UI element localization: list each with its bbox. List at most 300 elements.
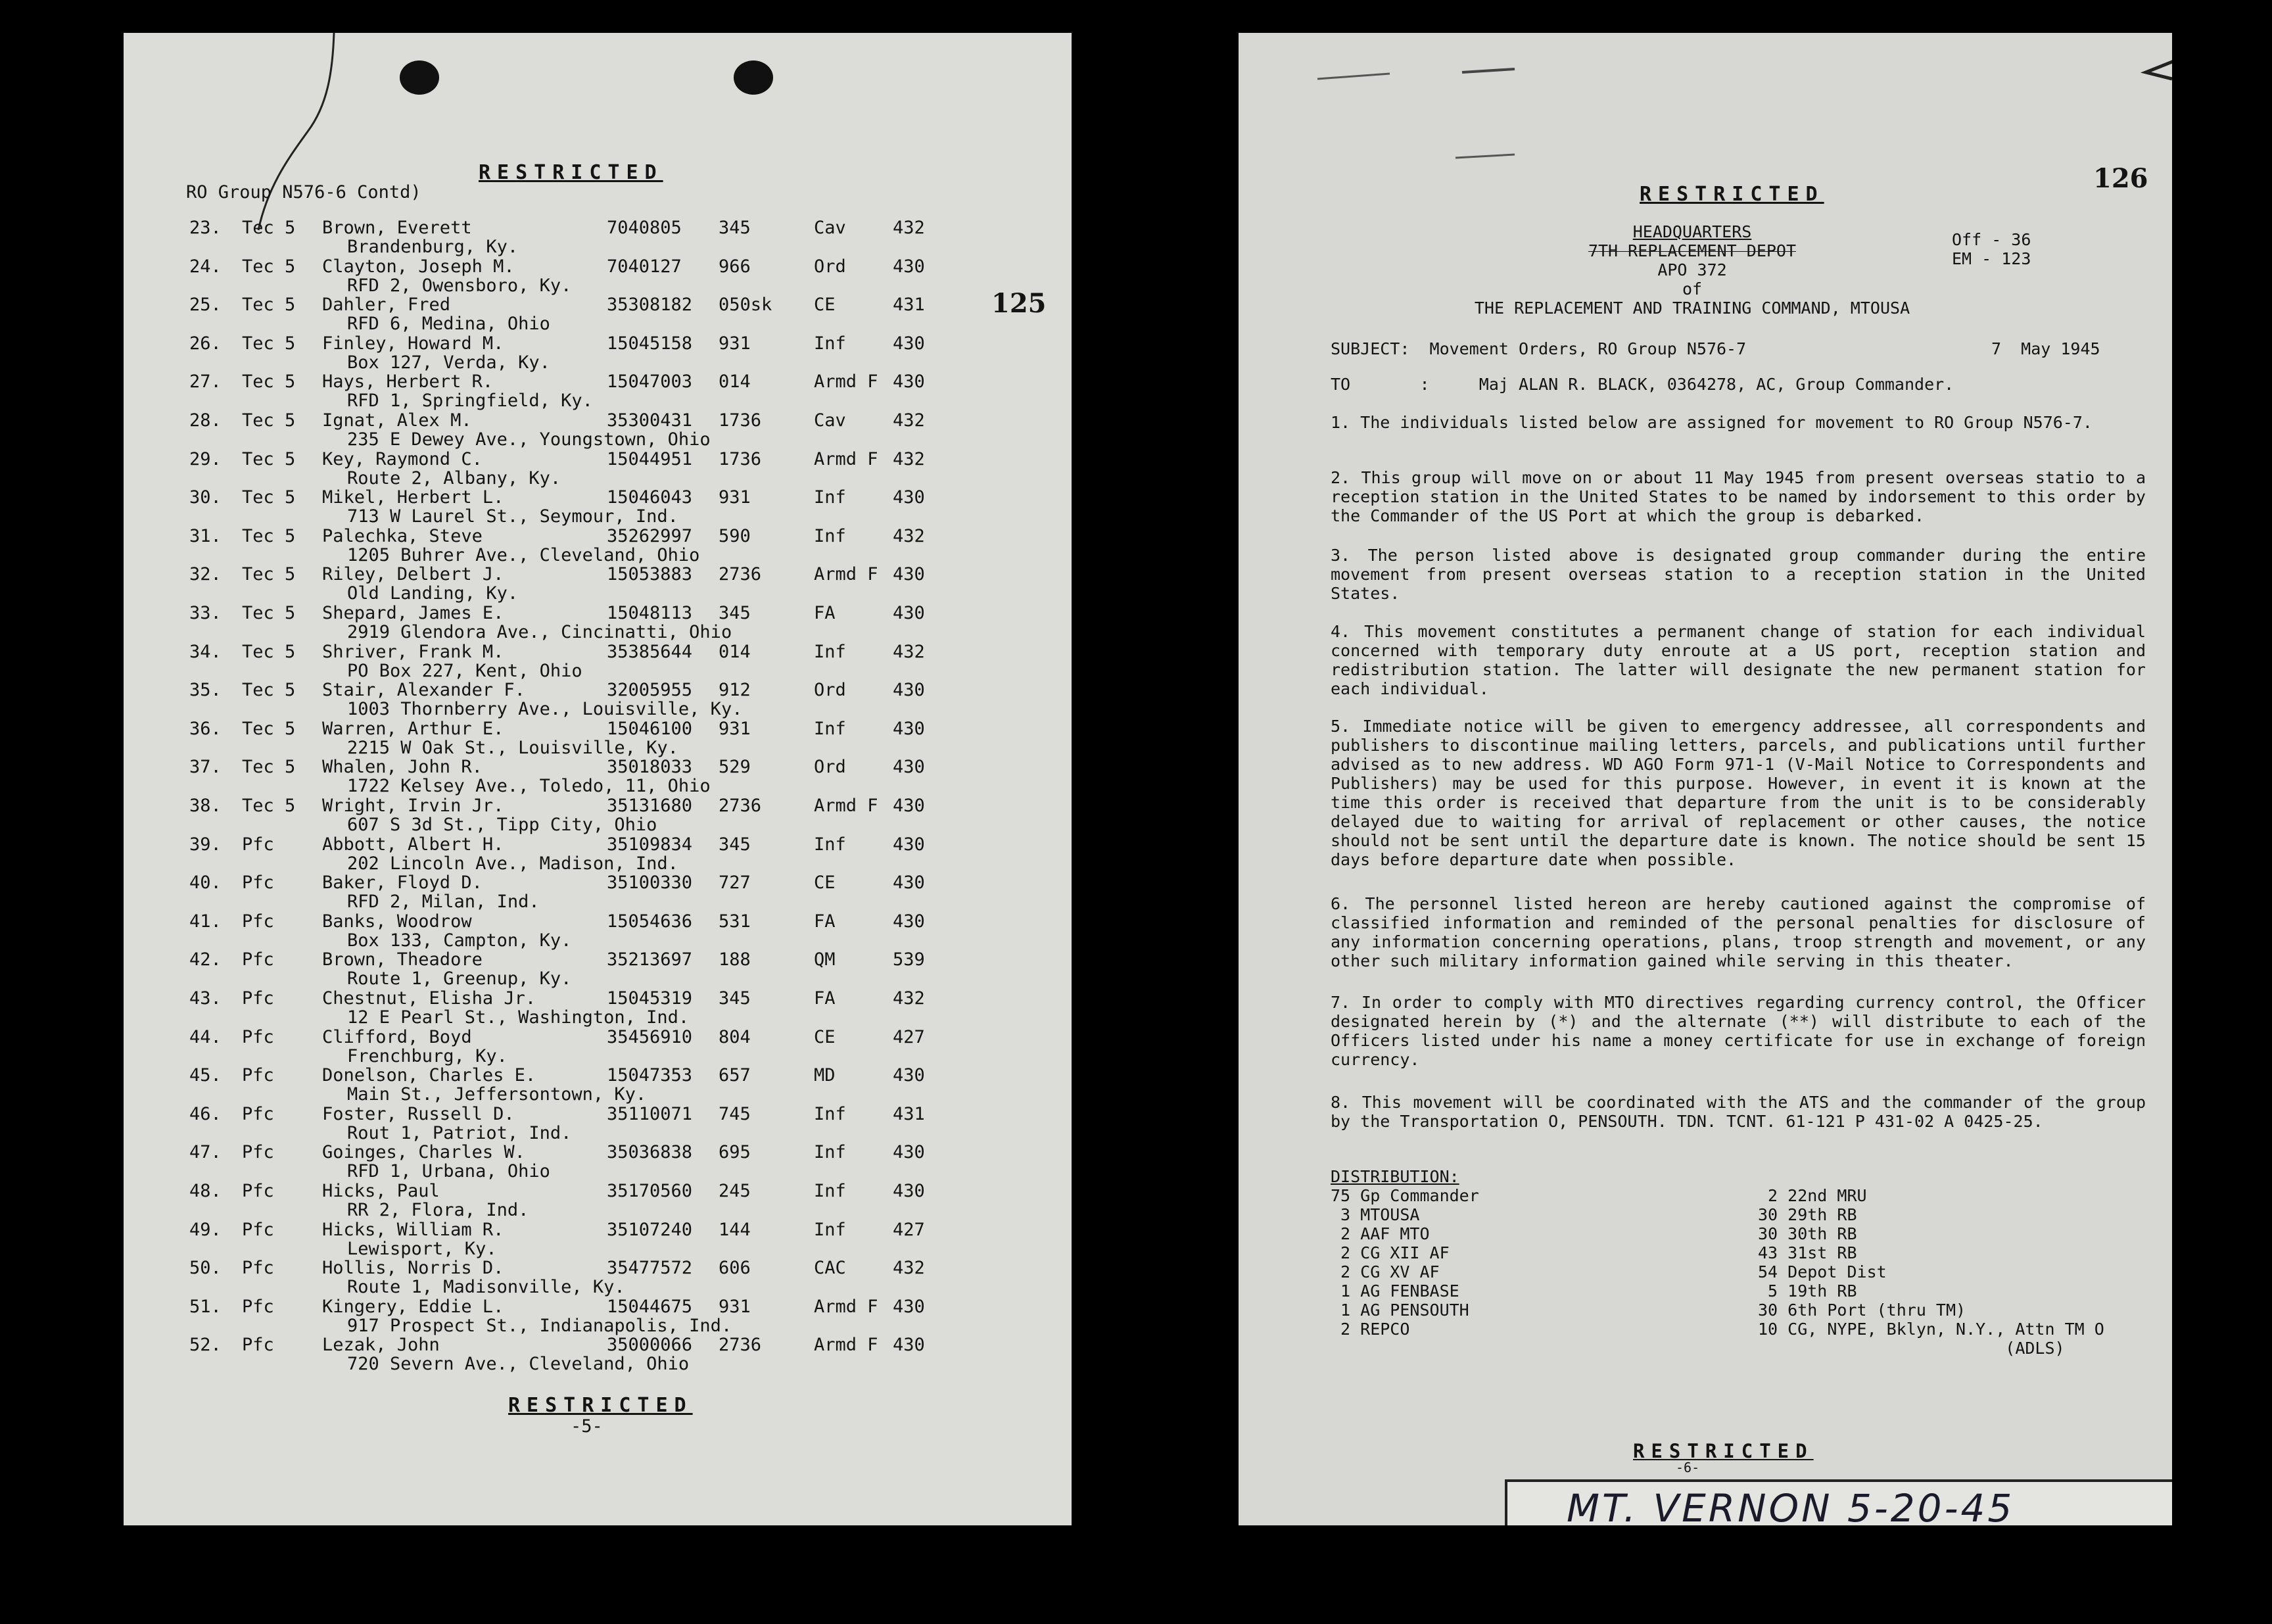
distribution-item: 10 CG, NYPE, Bklyn, N.Y., Attn TM O bbox=[1758, 1320, 2104, 1339]
distribution-item: 1 AG PENSOUTH bbox=[1331, 1301, 1469, 1320]
entry-rank: Pfc bbox=[242, 1335, 274, 1356]
entry-rank: Pfc bbox=[242, 949, 274, 970]
entry-number: 44. bbox=[189, 1026, 222, 1047]
entry-address: RFD 2, Milan, Ind. bbox=[347, 892, 540, 913]
entry-number: 47. bbox=[189, 1142, 222, 1163]
distribution-item: 2 REPCO bbox=[1331, 1320, 1410, 1339]
entry-serial: 15044675 bbox=[607, 1296, 693, 1317]
distribution-item: 5 19th RB bbox=[1758, 1281, 1857, 1301]
pen-scribble bbox=[255, 33, 347, 243]
entry-address: RR 2, Flora, Ind. bbox=[347, 1200, 529, 1220]
entry-name: Dahler, Fred bbox=[322, 295, 451, 316]
entry-mos: 345 bbox=[719, 218, 751, 238]
distribution-list-left bbox=[1331, 1186, 1479, 1339]
entry-number: 42. bbox=[189, 949, 222, 970]
entry-number: 27. bbox=[189, 371, 222, 393]
hq-line-3: APO 372 bbox=[1657, 260, 1727, 279]
entry-address: 713 W Laurel St., Seymour, Ind. bbox=[347, 506, 678, 527]
entry-mos: 345 bbox=[719, 603, 751, 623]
entry-number: 24. bbox=[189, 256, 222, 277]
entry-address: 12 E Pearl St., Washington, Ind. bbox=[347, 1007, 690, 1028]
handwritten-stamp-text: MT. VERNON 5-20-45 bbox=[1567, 1486, 2015, 1525]
roster-row bbox=[124, 1182, 1072, 1220]
entry-rank: Pfc bbox=[242, 872, 274, 894]
entry-mos: 931 bbox=[719, 718, 751, 739]
entry-number: 50. bbox=[189, 1258, 222, 1279]
entry-serial: 15046100 bbox=[607, 718, 693, 739]
entry-serial: 35109834 bbox=[607, 834, 693, 855]
entry-mos: 2736 bbox=[719, 564, 762, 585]
entry-number: 33. bbox=[189, 603, 222, 623]
entry-arm: Inf bbox=[814, 487, 846, 508]
entry-arm: CE bbox=[814, 872, 836, 894]
entry-code: 432 bbox=[893, 525, 925, 546]
paragraph-4: 4. This movement constitutes a permanent change of station for each individual concerned with temporary duty enroute at a US port, reception station and redistribution station. The latter will designate the new permanent station for each individual. bbox=[1331, 622, 2146, 698]
entry-rank: Pfc bbox=[242, 1103, 274, 1124]
entry-serial: 35170560 bbox=[607, 1181, 693, 1201]
footer-page-number: -5- bbox=[571, 1416, 603, 1437]
entry-code: 430 bbox=[893, 371, 925, 393]
entry-name: Hollis, Norris D. bbox=[322, 1258, 504, 1279]
entry-code: 430 bbox=[893, 757, 925, 778]
entry-arm: Ord bbox=[814, 757, 846, 778]
roster-row bbox=[124, 1335, 1072, 1373]
entry-address: RFD 1, Springfield, Ky. bbox=[347, 391, 593, 412]
entry-arm: CE bbox=[814, 295, 836, 316]
entry-serial: 15044951 bbox=[607, 448, 693, 469]
entry-code: 430 bbox=[893, 834, 925, 855]
officer-count: Off - 36 bbox=[1952, 230, 2031, 249]
roster-row bbox=[124, 642, 1072, 681]
paragraph-1: 1. The individuals listed below are assigned for movement to RO Group N576-7. bbox=[1331, 413, 2093, 432]
entry-rank: Tec 5 bbox=[242, 525, 296, 546]
roster-row bbox=[124, 835, 1072, 873]
entry-number: 52. bbox=[189, 1335, 222, 1356]
entry-name: Abbott, Albert H. bbox=[322, 834, 504, 855]
entry-mos: 804 bbox=[719, 1026, 751, 1047]
entry-rank: Pfc bbox=[242, 1142, 274, 1163]
entry-rank: Pfc bbox=[242, 988, 274, 1009]
entry-arm: FA bbox=[814, 988, 836, 1009]
orders-page-right bbox=[1239, 33, 2172, 1525]
entry-serial: 35000066 bbox=[607, 1335, 693, 1356]
distribution-item: 43 31st RB bbox=[1758, 1243, 1857, 1262]
roster-row bbox=[124, 1066, 1072, 1104]
entry-mos: 345 bbox=[719, 834, 751, 855]
entry-mos: 590 bbox=[719, 525, 751, 546]
entry-address: Lewisport, Ky. bbox=[347, 1238, 497, 1259]
distribution-item: 2 22nd MRU bbox=[1758, 1186, 1867, 1205]
entry-number: 32. bbox=[189, 564, 222, 585]
entry-arm: Inf bbox=[814, 834, 846, 855]
entry-code: 430 bbox=[893, 796, 925, 816]
entry-rank: Tec 5 bbox=[242, 796, 296, 816]
entry-address: 2215 W Oak St., Louisville, Ky. bbox=[347, 737, 678, 758]
group-header: RO Group N576-6 Contd) bbox=[186, 182, 421, 203]
entry-arm: CAC bbox=[814, 1258, 846, 1279]
entry-rank: Pfc bbox=[242, 1065, 274, 1086]
entry-mos: 2736 bbox=[719, 796, 762, 816]
entry-mos: 014 bbox=[719, 371, 751, 393]
entry-number: 45. bbox=[189, 1065, 222, 1086]
headquarters-block bbox=[1462, 222, 1922, 318]
distribution-item: 2 CG XV AF bbox=[1331, 1262, 1440, 1281]
entry-code: 432 bbox=[893, 448, 925, 469]
entry-serial: 35036838 bbox=[607, 1142, 693, 1163]
entry-name: Warren, Arthur E. bbox=[322, 718, 504, 739]
receipt-stamp-box bbox=[1505, 1479, 2172, 1525]
roster-row bbox=[124, 1143, 1072, 1181]
entry-code: 430 bbox=[893, 1296, 925, 1317]
entry-name: Baker, Floyd D. bbox=[322, 872, 483, 894]
entry-address: RFD 6, Medina, Ohio bbox=[347, 314, 550, 335]
entry-address: 1205 Buhrer Ave., Cleveland, Ohio bbox=[347, 544, 700, 565]
entry-number: 31. bbox=[189, 525, 222, 546]
footer-restricted: RESTRICTED bbox=[1633, 1440, 1814, 1462]
entry-name: Donelson, Charles E. bbox=[322, 1065, 536, 1086]
entry-mos: 345 bbox=[719, 988, 751, 1009]
entry-number: 26. bbox=[189, 333, 222, 354]
entry-arm: FA bbox=[814, 603, 836, 623]
entry-mos: 695 bbox=[719, 1142, 751, 1163]
entry-number: 28. bbox=[189, 410, 222, 431]
roster-row bbox=[124, 681, 1072, 719]
entry-mos: 606 bbox=[719, 1258, 751, 1279]
entry-address: Rout 1, Patriot, Ind. bbox=[347, 1122, 572, 1143]
entry-arm: Ord bbox=[814, 680, 846, 701]
entry-name: Whalen, John R. bbox=[322, 757, 483, 778]
entry-name: Key, Raymond C. bbox=[322, 448, 483, 469]
distribution-item: 2 CG XII AF bbox=[1331, 1243, 1450, 1262]
entry-code: 431 bbox=[893, 1103, 925, 1124]
entry-mos: 531 bbox=[719, 911, 751, 932]
paragraph-7: 7. In order to comply with MTO directives regarding currency control, the Officer designated herein by (*) and the alternate (**) will distribute to each of the Officers listed under his name a money certificate for use in exchange of foreign currency. bbox=[1331, 993, 2146, 1069]
entry-rank: Tec 5 bbox=[242, 448, 296, 469]
entry-address: Box 133, Campton, Ky. bbox=[347, 930, 572, 951]
entry-arm: Armd F bbox=[814, 796, 878, 816]
entry-serial: 15047353 bbox=[607, 1065, 693, 1086]
entry-arm: Inf bbox=[814, 641, 846, 662]
entry-mos: 188 bbox=[719, 949, 751, 970]
entry-address: Route 1, Madisonville, Ky. bbox=[347, 1277, 625, 1298]
entry-code: 430 bbox=[893, 333, 925, 354]
entry-code: 430 bbox=[893, 603, 925, 623]
entry-number: 29. bbox=[189, 448, 222, 469]
entry-arm: Armd F bbox=[814, 371, 878, 393]
entry-serial: 35213697 bbox=[607, 949, 693, 970]
entry-code: 432 bbox=[893, 641, 925, 662]
order-date: 7 May 1945 bbox=[1991, 339, 2100, 358]
entry-rank: Tec 5 bbox=[242, 680, 296, 701]
roster-row bbox=[124, 257, 1072, 295]
entry-code: 430 bbox=[893, 487, 925, 508]
entry-name: Hicks, William R. bbox=[322, 1219, 504, 1240]
restricted-heading: RESTRICTED bbox=[479, 161, 663, 184]
entry-arm: Inf bbox=[814, 333, 846, 354]
entry-number: 37. bbox=[189, 757, 222, 778]
entry-rank: Pfc bbox=[242, 1026, 274, 1047]
entry-arm: QM bbox=[814, 949, 836, 970]
entry-mos: 966 bbox=[719, 256, 751, 277]
entry-address: 917 Prospect St., Indianapolis, Ind. bbox=[347, 1315, 732, 1336]
entry-address: 720 Severn Ave., Cleveland, Ohio bbox=[347, 1354, 690, 1375]
distribution-item: 30 6th Port (thru TM) bbox=[1758, 1301, 1966, 1320]
roster-row bbox=[124, 218, 1072, 256]
entry-address: 2919 Glendora Ave., Cincinatti, Ohio bbox=[347, 622, 732, 642]
entry-mos: 1736 bbox=[719, 448, 762, 469]
entry-serial: 35300431 bbox=[607, 410, 693, 431]
entry-mos: 2736 bbox=[719, 1335, 762, 1356]
entry-code: 430 bbox=[893, 911, 925, 932]
entry-rank: Pfc bbox=[242, 1296, 274, 1317]
entry-rank: Tec 5 bbox=[242, 371, 296, 393]
entry-serial: 15053883 bbox=[607, 564, 693, 585]
subject-line: SUBJECT: Movement Orders, RO Group N576-7 bbox=[1331, 339, 1747, 358]
punch-hole bbox=[734, 60, 773, 95]
hq-line-4: of bbox=[1682, 279, 1703, 299]
entry-code: 430 bbox=[893, 872, 925, 894]
entry-arm: FA bbox=[814, 911, 836, 932]
roster-row bbox=[124, 873, 1072, 911]
distribution-title: DISTRIBUTION: bbox=[1331, 1167, 1459, 1186]
entry-address: 235 E Dewey Ave., Youngstown, Ohio bbox=[347, 429, 711, 450]
entry-serial: 35262997 bbox=[607, 525, 693, 546]
strength-block bbox=[1952, 230, 2031, 268]
entry-arm: Armd F bbox=[814, 564, 878, 585]
entry-code: 430 bbox=[893, 1065, 925, 1086]
entry-rank: Pfc bbox=[242, 1219, 274, 1240]
entry-code: 430 bbox=[893, 564, 925, 585]
entry-rank: Tec 5 bbox=[242, 641, 296, 662]
roster-row bbox=[124, 411, 1072, 449]
entry-mos: 727 bbox=[719, 872, 751, 894]
roster-row bbox=[124, 1028, 1072, 1066]
roster-row bbox=[124, 1297, 1072, 1335]
roster-row bbox=[124, 565, 1072, 603]
entry-mos: 245 bbox=[719, 1181, 751, 1201]
entry-serial: 7040127 bbox=[607, 256, 682, 277]
entry-arm: Inf bbox=[814, 1142, 846, 1163]
distribution-item: 75 Gp Commander bbox=[1331, 1186, 1479, 1205]
entry-name: Palechka, Steve bbox=[322, 525, 483, 546]
entry-number: 34. bbox=[189, 641, 222, 662]
entry-rank: Tec 5 bbox=[242, 256, 296, 277]
paragraph-3: 3. The person listed above is designated group commander during the entire movement from present overseas station to a reception station in the United States. bbox=[1331, 546, 2146, 603]
distribution-item: 3 MTOUSA bbox=[1331, 1205, 1420, 1224]
entry-code: 430 bbox=[893, 1142, 925, 1163]
entry-name: Chestnut, Elisha Jr. bbox=[322, 988, 536, 1009]
entry-address: Old Landing, Ky. bbox=[347, 583, 519, 604]
hq-line-2: 7TH REPLACEMENT DEPOT bbox=[1588, 241, 1797, 260]
entry-mos: 050sk bbox=[719, 295, 772, 316]
entry-address: Frenchburg, Ky. bbox=[347, 1045, 508, 1066]
entry-code: 432 bbox=[893, 410, 925, 431]
entry-arm: MD bbox=[814, 1065, 836, 1086]
entry-number: 43. bbox=[189, 988, 222, 1009]
entry-serial: 15054636 bbox=[607, 911, 693, 932]
entry-rank: Tec 5 bbox=[242, 218, 296, 238]
entry-serial: 7040805 bbox=[607, 218, 682, 238]
entry-name: Shepard, James E. bbox=[322, 603, 504, 623]
entry-name: Kingery, Eddie L. bbox=[322, 1296, 504, 1317]
entry-rank: Pfc bbox=[242, 1181, 274, 1201]
entry-number: 35. bbox=[189, 680, 222, 701]
entry-name: Goinges, Charles W. bbox=[322, 1142, 525, 1163]
entry-serial: 15045158 bbox=[607, 333, 693, 354]
entry-number: 39. bbox=[189, 834, 222, 855]
entry-rank: Tec 5 bbox=[242, 603, 296, 623]
distribution-item: 30 30th RB bbox=[1758, 1224, 1857, 1243]
entry-code: 427 bbox=[893, 1219, 925, 1240]
entry-address: Route 2, Albany, Ky. bbox=[347, 467, 561, 489]
roster-row bbox=[124, 488, 1072, 526]
entry-arm: Inf bbox=[814, 718, 846, 739]
page-number-stamp: 125 bbox=[991, 288, 1047, 319]
entry-name: Banks, Woodrow bbox=[322, 911, 472, 932]
entry-name: Foster, Russell D. bbox=[322, 1103, 515, 1124]
entry-address: Route 1, Greenup, Ky. bbox=[347, 968, 572, 990]
roster-row bbox=[124, 527, 1072, 565]
entry-arm: Armd F bbox=[814, 1335, 878, 1356]
entry-mos: 014 bbox=[719, 641, 751, 662]
hq-line-1: HEADQUARTERS bbox=[1632, 222, 1752, 241]
roster-row bbox=[124, 450, 1072, 488]
entry-code: 430 bbox=[893, 1181, 925, 1201]
entry-name: Wright, Irvin Jr. bbox=[322, 796, 504, 816]
entry-address: 1003 Thornberry Ave., Louisville, Ky. bbox=[347, 699, 743, 720]
entry-mos: 144 bbox=[719, 1219, 751, 1240]
roster-row bbox=[124, 1220, 1072, 1258]
entry-mos: 931 bbox=[719, 1296, 751, 1317]
entry-arm: Cav bbox=[814, 218, 846, 238]
entry-serial: 15047003 bbox=[607, 371, 693, 393]
roster-row bbox=[124, 1258, 1072, 1297]
distribution-item: 2 AAF MTO bbox=[1331, 1224, 1430, 1243]
entry-rank: Tec 5 bbox=[242, 487, 296, 508]
entry-number: 40. bbox=[189, 872, 222, 894]
paragraph-6: 6. The personnel listed hereon are hereby cautioned against the compromise of classified information and reminded of the personal penalties for disclosure of any information concerning operations, plans, troop strength and movement, or any other such military information gained while serving in this theater. bbox=[1331, 894, 2146, 970]
roster-row bbox=[124, 757, 1072, 796]
entry-number: 46. bbox=[189, 1103, 222, 1124]
entry-mos: 931 bbox=[719, 487, 751, 508]
entry-serial: 15046043 bbox=[607, 487, 693, 508]
distribution-item: (ADLS) bbox=[1758, 1339, 2065, 1358]
entry-number: 30. bbox=[189, 487, 222, 508]
entry-code: 430 bbox=[893, 680, 925, 701]
footer-page-number: -6- bbox=[1676, 1460, 1700, 1475]
entry-arm: Inf bbox=[814, 1219, 846, 1240]
entry-mos: 745 bbox=[719, 1103, 751, 1124]
entry-number: 38. bbox=[189, 796, 222, 816]
entry-address: Main St., Jeffersontown, Ky. bbox=[347, 1084, 647, 1105]
roster-row bbox=[124, 604, 1072, 642]
entry-serial: 35110071 bbox=[607, 1103, 693, 1124]
entry-mos: 657 bbox=[719, 1065, 751, 1086]
roster-row bbox=[124, 950, 1072, 988]
entry-arm: Armd F bbox=[814, 1296, 878, 1317]
entry-code: 539 bbox=[893, 949, 925, 970]
entry-address: RFD 1, Urbana, Ohio bbox=[347, 1161, 550, 1182]
entry-arm: Inf bbox=[814, 1103, 846, 1124]
entry-serial: 35100330 bbox=[607, 872, 693, 894]
entry-arm: Ord bbox=[814, 256, 846, 277]
entry-code: 431 bbox=[893, 295, 925, 316]
entry-rank: Pfc bbox=[242, 1258, 274, 1279]
entry-arm: Armd F bbox=[814, 448, 878, 469]
entry-rank: Tec 5 bbox=[242, 564, 296, 585]
paragraph-8: 8. This movement will be coordinated with the ATS and the commander of the group by the Transportation O, PENSOUTH. TDN. TCNT. 61-121 P 431-02 A 0425-25. bbox=[1331, 1093, 2146, 1131]
entry-mos: 1736 bbox=[719, 410, 762, 431]
roster-row bbox=[124, 796, 1072, 834]
entry-serial: 35456910 bbox=[607, 1026, 693, 1047]
entry-mos: 529 bbox=[719, 757, 751, 778]
entry-serial: 35018033 bbox=[607, 757, 693, 778]
entry-rank: Tec 5 bbox=[242, 410, 296, 431]
entry-rank: Tec 5 bbox=[242, 757, 296, 778]
entry-address: 607 S 3d St., Tipp City, Ohio bbox=[347, 815, 657, 835]
entry-name: Brown, Everett bbox=[322, 218, 472, 238]
roster-page-left bbox=[124, 33, 1072, 1525]
distribution-item: 54 Depot Dist bbox=[1758, 1262, 1887, 1281]
entry-name: Finley, Howard M. bbox=[322, 333, 504, 354]
entry-name: Clifford, Boyd bbox=[322, 1026, 472, 1047]
entry-number: 51. bbox=[189, 1296, 222, 1317]
entry-serial: 35385644 bbox=[607, 641, 693, 662]
entry-mos: 912 bbox=[719, 680, 751, 701]
entry-address: 1722 Kelsey Ave., Toledo, 11, Ohio bbox=[347, 776, 711, 797]
entry-address: 202 Lincoln Ave., Madison, Ind. bbox=[347, 853, 678, 874]
entry-number: 48. bbox=[189, 1181, 222, 1201]
entry-serial: 15048113 bbox=[607, 603, 693, 623]
entry-serial: 32005955 bbox=[607, 680, 693, 701]
entry-mos: 931 bbox=[719, 333, 751, 354]
entry-code: 432 bbox=[893, 1258, 925, 1279]
entry-name: Hicks, Paul bbox=[322, 1181, 440, 1201]
roster-row bbox=[124, 1105, 1072, 1143]
enlisted-count: EM - 123 bbox=[1952, 249, 2031, 268]
roster-row bbox=[124, 372, 1072, 410]
entry-name: Shriver, Frank M. bbox=[322, 641, 504, 662]
entry-code: 427 bbox=[893, 1026, 925, 1047]
entry-rank: Pfc bbox=[242, 911, 274, 932]
entry-code: 432 bbox=[893, 218, 925, 238]
entry-name: Hays, Herbert R. bbox=[322, 371, 494, 393]
entry-arm: Inf bbox=[814, 1181, 846, 1201]
entry-serial: 15045319 bbox=[607, 988, 693, 1009]
entry-address: PO Box 227, Kent, Ohio bbox=[347, 660, 582, 681]
addressee-line: TO : Maj ALAN R. BLACK, 0364278, AC, Group Commander. bbox=[1331, 375, 1954, 394]
entry-address: RFD 2, Owensboro, Ky. bbox=[347, 275, 572, 296]
entry-number: 41. bbox=[189, 911, 222, 932]
distribution-item: 30 29th RB bbox=[1758, 1205, 1857, 1224]
entry-rank: Pfc bbox=[242, 834, 274, 855]
entry-arm: Cav bbox=[814, 410, 846, 431]
entry-rank: Tec 5 bbox=[242, 718, 296, 739]
entry-arm: Inf bbox=[814, 525, 846, 546]
entry-name: Brown, Theadore bbox=[322, 949, 483, 970]
roster-row bbox=[124, 295, 1072, 333]
restricted-heading: RESTRICTED bbox=[1640, 183, 1824, 206]
entry-serial: 35131680 bbox=[607, 796, 693, 816]
entry-code: 432 bbox=[893, 988, 925, 1009]
roster-row bbox=[124, 719, 1072, 757]
entry-address: Box 127, Verda, Ky. bbox=[347, 352, 550, 373]
paragraph-5: 5. Immediate notice will be given to emergency addressee, all correspondents and publishers to discontinue mailing letters, parcels, and publications until further advised as to new address. WD AGO Form 971-1 (V-Mail Notice to Correspondents and Publishers) may be used for this purpose. However, in event it is known at the time this order is received that departure from the unit is to be considerably delayed due to waiting for arrival of replacement or other causes, the notice should not be sent until the departure date is known. The notice should be sent 15 days before departure date when possible. bbox=[1331, 717, 2146, 869]
footer-restricted: RESTRICTED bbox=[508, 1394, 693, 1417]
distribution-item: 1 AG FENBASE bbox=[1331, 1281, 1459, 1301]
entry-number: 49. bbox=[189, 1219, 222, 1240]
entry-name: Ignat, Alex M. bbox=[322, 410, 472, 431]
